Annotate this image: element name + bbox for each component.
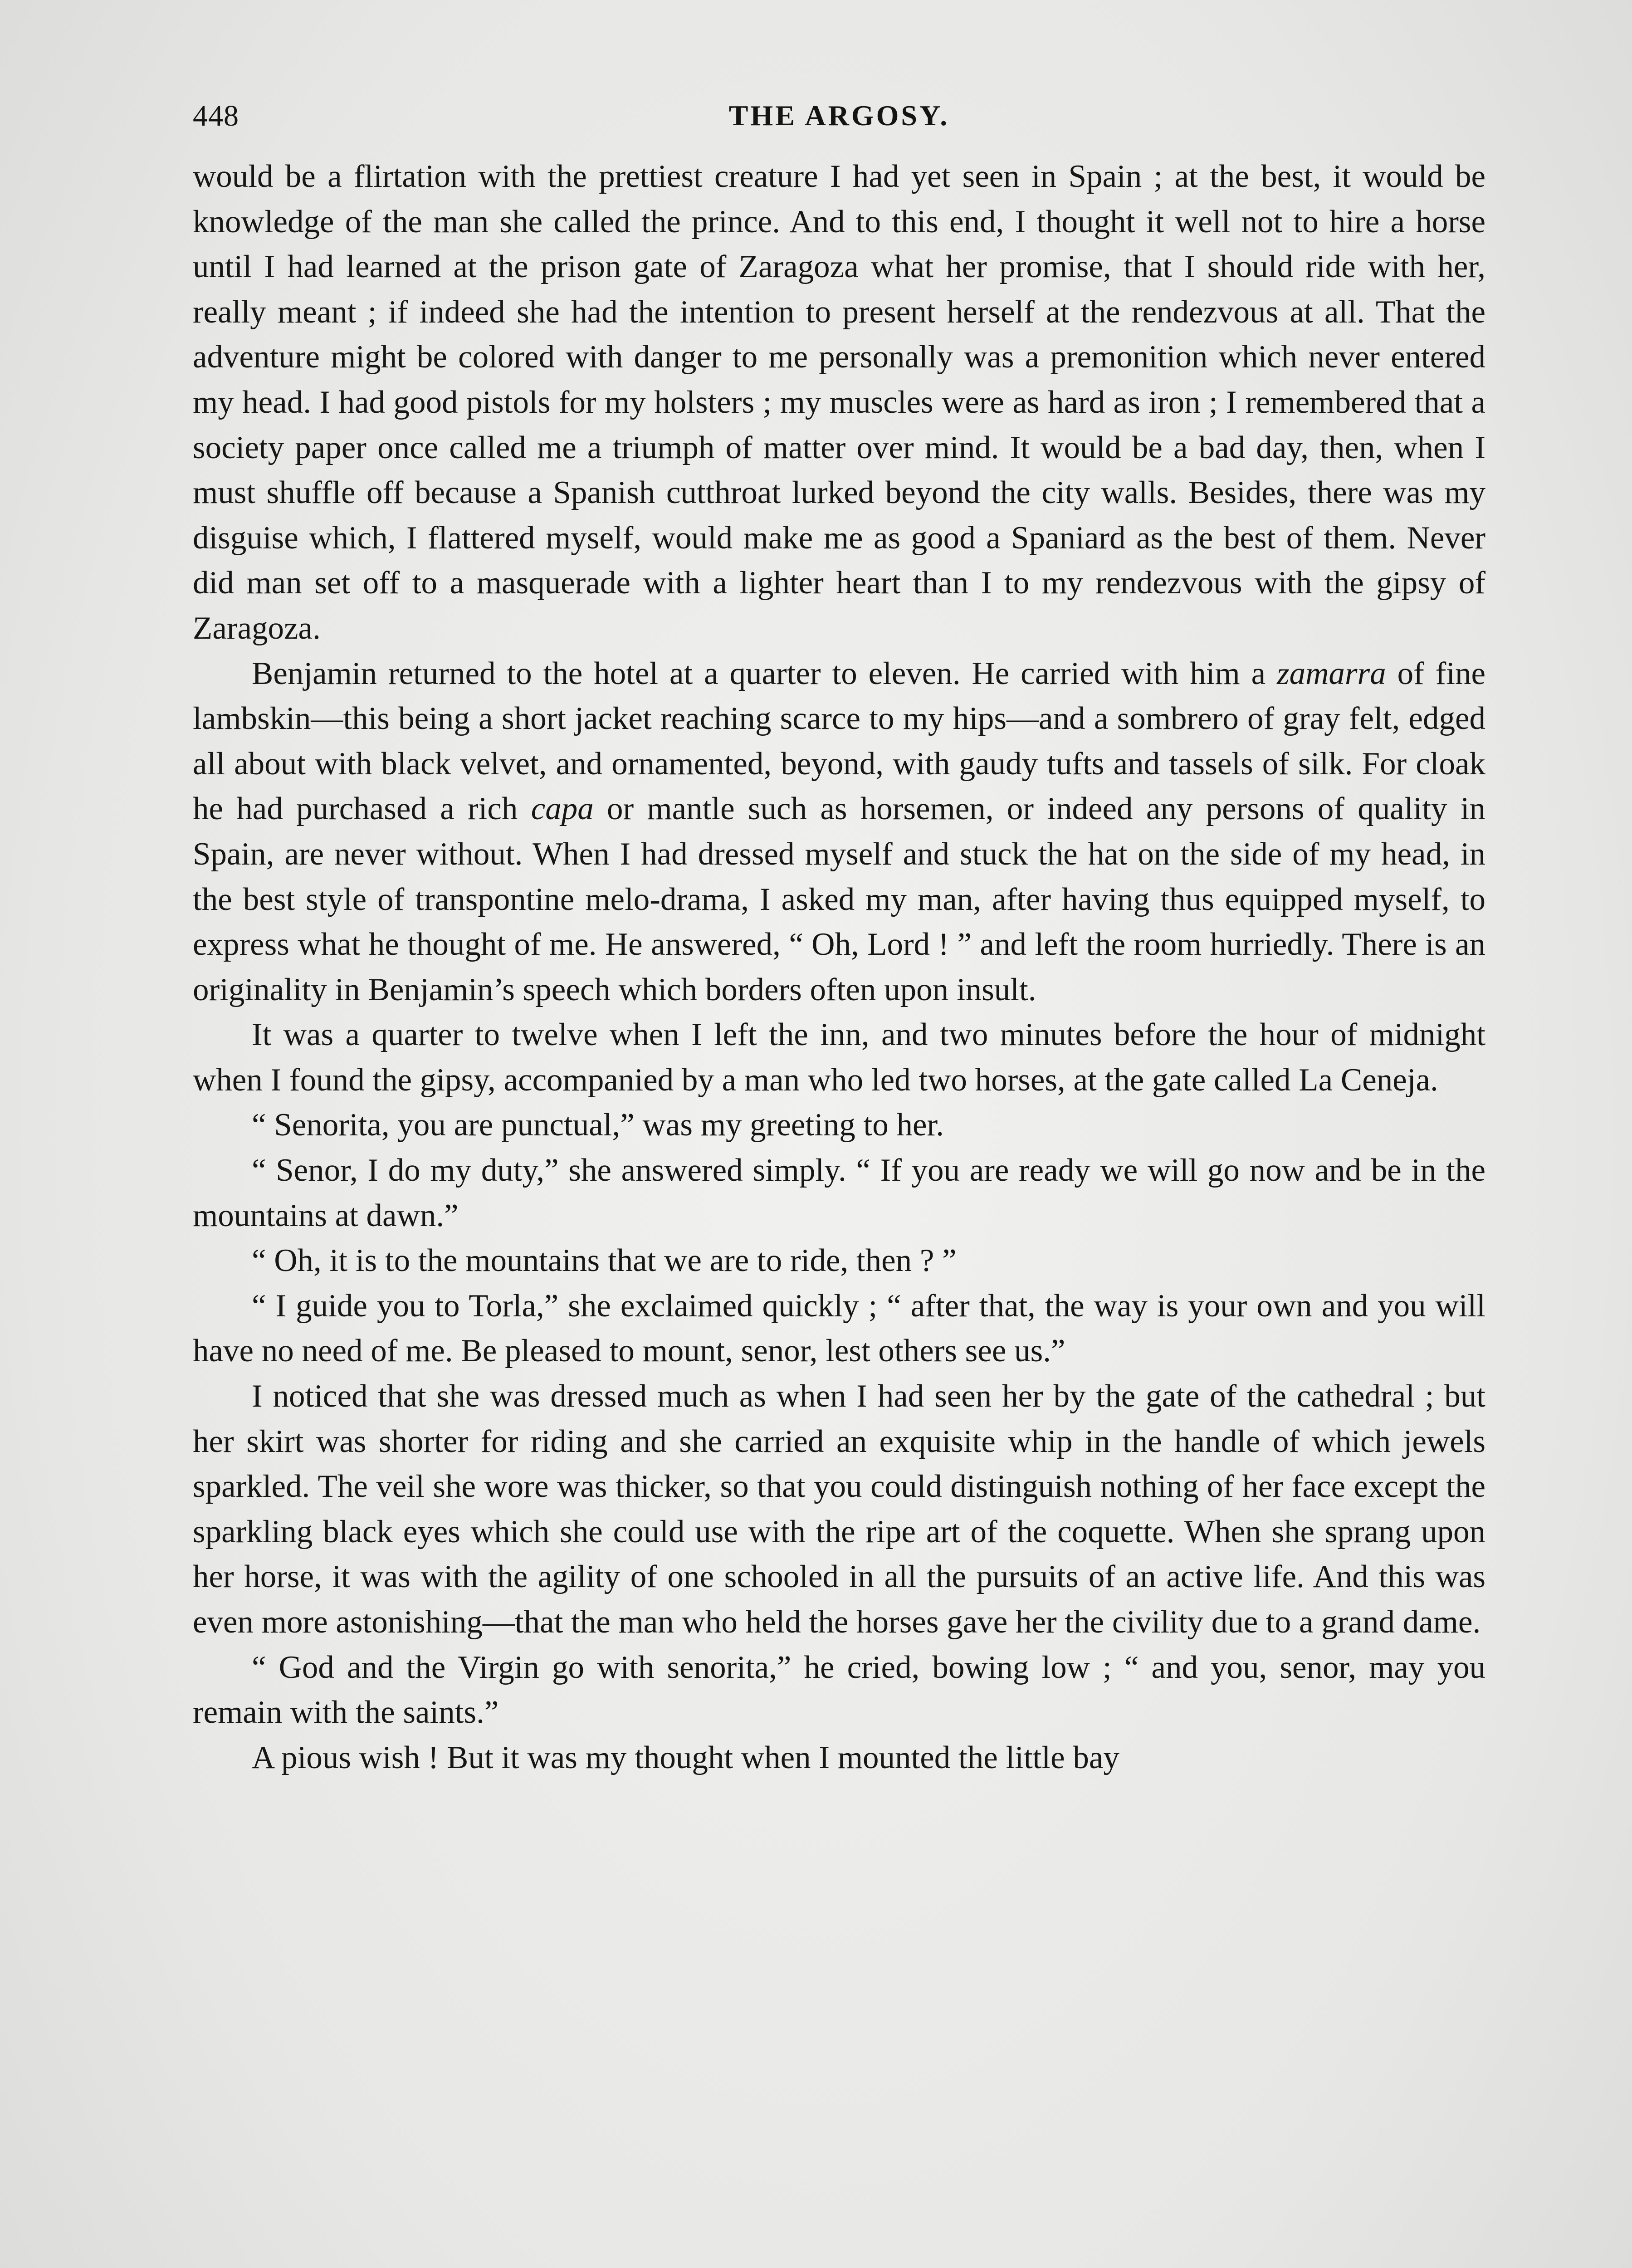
italic-term: zamarra [1277,655,1386,691]
paragraph [193,1645,1485,1735]
paragraph [193,154,1485,651]
text-run: “ Senorita, you are punctual,” was my greeting to her. [252,1107,944,1143]
page-header [193,91,1485,145]
paragraph [193,1284,1485,1374]
text-run: I noticed that she was dressed much as when I had seen her by the gate of the cathedral ; but her skirt was shorter for riding and she carried an exquisite whip in the handle of which jewels sparkled. The veil she wore was thicker, so that you could distinguish nothing of her face except the sparkling black eyes which she could use with the ripe art of the coquette. When she sprang upon her horse, it was with the agility of one schooled in all the pursuits of an active life. And this was even more astonishing—that the man who held the horses gave her the civility due to a grand dame. [193,1378,1485,1640]
text-run: It was a quarter to twelve when I left the inn, and two minutes before the hour of midnight when I found the gipsy, accompanied by a man who led two horses, at the gate called La Ceneja. [193,1017,1485,1098]
paragraph [193,1735,1485,1781]
article-body [193,154,1485,1780]
paragraph [193,1148,1485,1238]
text-run: “ Oh, it is to the mountains that we are to ride, then ? ” [252,1243,957,1279]
paragraph [193,1012,1485,1103]
paragraph [193,1103,1485,1148]
text-run: or mantle such as horsemen, or indeed any persons of quality in Spain, are never without. When I had dressed myself and stuck the hat on the side of my head, in the best style of transpontine melo-drama, I asked my man, after having thus equipped myself, to express what he thought of me. He answered, “ Oh, Lord ! ” and left the room hurriedly. There is an originality in Benjamin’s speech which borders often upon insult. [193,791,1485,1007]
text-run: “ I guide you to Torla,” she exclaimed quickly ; “ after that, the way is your own and you will have no need of me. Be pleased to mount, senor, lest others see us.” [193,1288,1485,1369]
text-run: A pious wish ! But it was my thought when I mounted the little bay [252,1740,1119,1775]
paragraph [193,651,1485,1013]
text-run: “ Senor, I do my duty,” she answered simply. “ If you are ready we will go now and be in the mountains at dawn.” [193,1153,1485,1233]
text-run: of fine lambskin—this being a short jacket reaching scarce to my hips—and a sombrero of gray felt, edged all about with black velvet, and ornamented, beyond, with gaudy tufts and tassels of silk. For cloak he had purchased a rich [193,655,1485,827]
paragraph [193,1238,1485,1284]
text-run: would be a flirtation with the prettiest creature I had yet seen in Spain ; at the best, it would be knowledge of the man she called the prince. And to this end, I thought it well not to hire a horse until I had learned at the prison gate of Zaragoza what her promise, that I should ride with her, really meant ; if indeed she had the intention to present herself at the rendezvous at all. That the adventure might be colored with danger to me personally was a premonition which never entered my head. I had good pistols for my holsters ; my muscles were as hard as iron ; I remembered that a society paper once called me a triumph of matter over mind. It would be a bad day, then, when I must shuffle off because a Spanish cutthroat lurked beyond the city walls. Besides, there was my disguise which, I flattered myself, would make me as good a Spaniard as the best of them. Never did man set off to a masquerade with a lighter heart than I to my rendezvous with the gipsy of Zaragoza. [193,159,1485,646]
italic-term: capa [531,791,594,827]
text-run: “ God and the Virgin go with senorita,” he cried, bowing low ; “ and you, senor, may you remain with the saints.” [193,1649,1485,1730]
page-number: 448 [193,99,239,132]
running-title: THE ARGOSY. [728,99,950,132]
text-run: Benjamin returned to the hotel at a quarter to eleven. He carried with him a [252,655,1277,691]
paragraph [193,1374,1485,1645]
